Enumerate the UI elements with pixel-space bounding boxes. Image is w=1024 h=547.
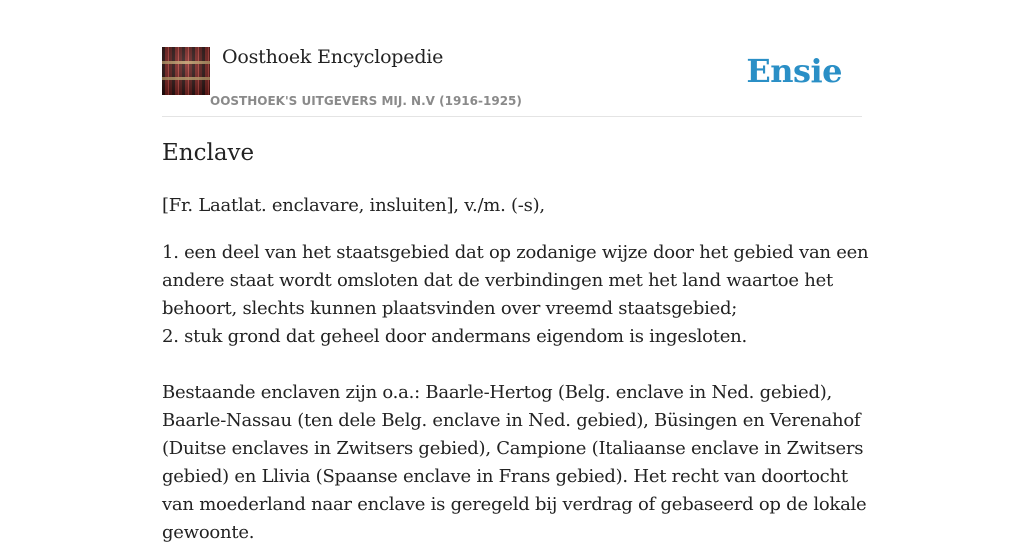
- entry-body-paragraph: Bestaande enclaven zijn o.a.: Baarle-Hertog (Belg. enclave in Ned. gebied), Baarle-Nassau (ten dele Belg. enclave in Ned. gebied), Büsingen en Verenahof (Duitse enclaves in Zwitsers gebied), Campione (Italiaanse enclave in Zwitsers gebied) en Llivia (Spaanse enclave in Frans gebied). Het recht van doortocht van moederland naar enclave is geregeld bij verdrag of gebaseerd op de lokale gewoonte.: [162, 382, 867, 543]
- ensie-logo-link[interactable]: Ensie: [746, 52, 842, 90]
- source-title[interactable]: Oosthoek Encyclopedie: [222, 46, 444, 68]
- book-spines-icon[interactable]: [162, 47, 210, 95]
- etymology: [Fr. Laatlat. enclavare, insluiten], v./m. (-s),: [162, 195, 545, 216]
- definition-2: 2. stuk grond dat geheel door andermans eigendom is ingesloten.: [162, 326, 747, 347]
- definition-1: 1. een deel van het staatsgebied dat op zodanige wijze door het gebied van een andere staat wordt omsloten dat de verbindingen met het land waartoe het behoort, slechts kunnen plaatsvinden over vreemd staatsgebied;: [162, 242, 869, 319]
- entry-content: [162, 192, 882, 547]
- entry-title: Enclave: [162, 140, 255, 166]
- publisher-label: OOSTHOEK'S UITGEVERS MIJ. N.V (1916-1925): [210, 94, 522, 108]
- site-header: [162, 46, 862, 117]
